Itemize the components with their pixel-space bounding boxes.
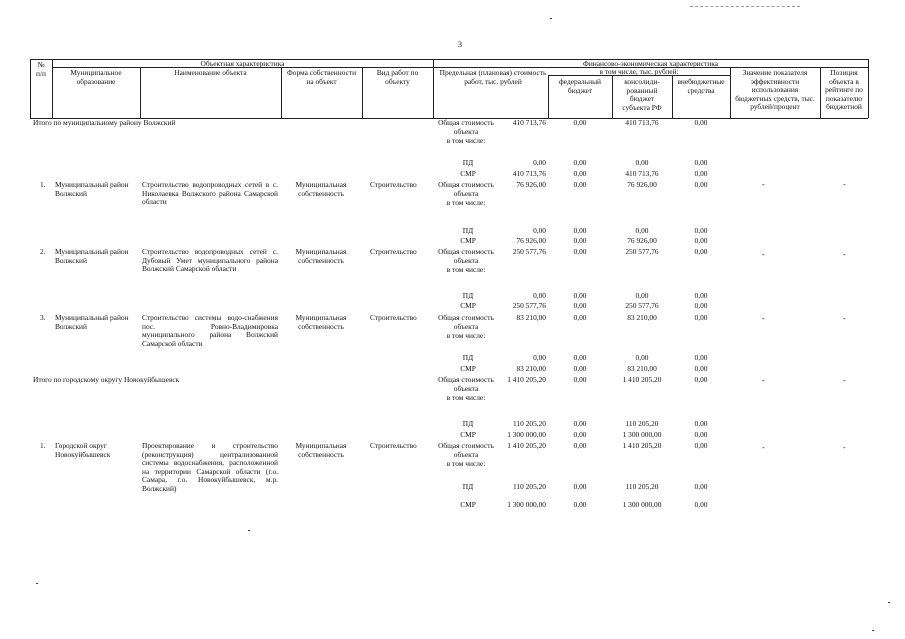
header-finance-group: Финансово-экономическая характеристика <box>583 58 718 68</box>
total-label: в том числе: <box>446 136 486 145</box>
consolidated-value: 1 300 000,00 <box>622 500 662 509</box>
federal-value: 0,00 <box>573 375 587 384</box>
position-dash: - <box>843 376 846 385</box>
extrabudget-value: 0,00 <box>694 180 708 189</box>
row-ownership: Муниципальная собственность <box>295 313 347 331</box>
federal-value: 0,00 <box>573 353 587 362</box>
total-label: объекта <box>453 127 479 136</box>
row-municipal: Муниципальный район Волжский <box>55 313 129 331</box>
header-federal: федеральный бюджет <box>559 77 601 95</box>
row-municipal: Муниципальный район Волжский <box>55 247 129 265</box>
total-label: Общая стоимость <box>438 375 494 384</box>
row-ownership: Муниципальная собственность <box>295 180 347 198</box>
total-label: объекта <box>453 189 479 198</box>
extrabudget-value: 0,00 <box>694 313 708 322</box>
extrabudget-value: 0,00 <box>694 291 708 300</box>
federal-value: 0,00 <box>573 118 587 127</box>
federal-value: 0,00 <box>573 236 587 245</box>
scan-speck <box>888 602 890 603</box>
header-object-group: Объектная характеристика <box>200 58 285 68</box>
row-num: 1. <box>40 441 46 450</box>
cost-value: 250 577,76 <box>512 301 546 310</box>
extrabudget-value: 0,00 <box>694 353 708 362</box>
consolidated-value: 1 410 205,20 <box>622 441 662 450</box>
cost-value: 250 577,76 <box>512 247 546 256</box>
consolidated-value: 0,00 <box>635 226 649 235</box>
scan-speck <box>36 583 38 584</box>
indicator-dash: - <box>762 443 765 452</box>
extrabudget-value: 0,00 <box>694 364 708 373</box>
row-num: 3. <box>40 313 46 322</box>
cost-value: 110 205,20 <box>513 419 546 428</box>
extrabudget-value: 0,00 <box>694 158 708 167</box>
header-position: Позиция объекта в рейтинге по показателю бюджетной <box>825 68 863 112</box>
pd-label: ПД <box>462 158 474 167</box>
cost-value: 76 926,00 <box>516 180 546 189</box>
row-object-name: Строительство системы водо-снабжения пос. Ровно-Владимировка муниципального района Волжский Самарской области <box>142 313 278 348</box>
federal-value: 0,00 <box>573 169 587 178</box>
header-incl: в том числе, тыс. рублей: <box>599 66 679 76</box>
cost-value: 1 410 205,20 <box>507 441 546 450</box>
extrabudget-value: 0,00 <box>694 226 708 235</box>
row-work-type: Строительство <box>370 441 417 450</box>
consolidated-value: 76 926,00 <box>627 236 657 245</box>
row-municipal: Муниципальный район Волжский <box>55 180 129 198</box>
cost-value: 1 300 000,00 <box>507 500 546 509</box>
extrabudget-value: 0,00 <box>694 301 708 310</box>
federal-value: 0,00 <box>573 291 587 300</box>
pd-label: ПД <box>462 226 474 235</box>
row-object-name: Строительство водопроводных сетей с. Дубовый Умет муниципального района Волжский Самарской области <box>142 247 278 274</box>
federal-value: 0,00 <box>573 158 587 167</box>
row-ownership: Муниципальная собственность <box>295 247 347 265</box>
indicator-dash: - <box>762 376 765 385</box>
extrabudget-value: 0,00 <box>694 169 708 178</box>
consolidated-value: 110 205,20 <box>625 482 659 491</box>
total-label: в том числе: <box>446 331 486 340</box>
extrabudget-value: 0,00 <box>694 118 708 127</box>
cost-value: 83 210,00 <box>516 364 546 373</box>
federal-value: 0,00 <box>573 482 587 491</box>
extrabudget-value: 0,00 <box>694 236 708 245</box>
row-object-name: Строительство водопроводных сетей в с. Николаевка Волжского района Самарской области <box>142 180 278 207</box>
row-work-type: Строительство <box>370 247 417 256</box>
cost-value: 0,00 <box>533 291 546 300</box>
header-work-type: Вид работ по объекту <box>376 68 419 86</box>
total-label: в том числе: <box>446 198 486 207</box>
pd-label: ПД <box>462 482 474 491</box>
consolidated-value: 83 210,00 <box>627 313 657 322</box>
row-work-type: Строительство <box>370 313 417 322</box>
row-municipal: Городской округ Новокуйбышевск <box>55 441 111 459</box>
header-ownership: Форма собственности на объект <box>286 68 357 86</box>
extrabudget-value: 0,00 <box>694 441 708 450</box>
indicator-dash: - <box>762 250 765 259</box>
row-ownership: Муниципальная собственность <box>295 441 347 459</box>
extrabudget-value: 0,00 <box>694 430 708 439</box>
header-extrabudget: внебюджетные средства <box>677 77 725 95</box>
consolidated-value: 410 713,76 <box>625 169 659 178</box>
scan-edge-mark <box>690 6 800 7</box>
extrabudget-value: 0,00 <box>694 500 708 509</box>
row-object-name: Проектирование и строительство (реконструкция) централизованной системы водоснабжения, расположенной на территории Самарской области (г.о. Самара, г.о. Новокуйбышевск, м.р. Волжский) <box>142 441 278 493</box>
federal-value: 0,00 <box>573 441 587 450</box>
header-consolidated: консолиди- рованный бюджет субъекта РФ <box>622 77 662 112</box>
indicator-dash: - <box>762 314 765 323</box>
pd-label: ПД <box>462 291 474 300</box>
cost-value: 410 713,76 <box>512 118 546 127</box>
row-work-type: Строительство <box>370 180 417 189</box>
total-label: Общая стоимость <box>438 180 494 189</box>
consolidated-value: 0,00 <box>635 158 649 167</box>
federal-value: 0,00 <box>573 226 587 235</box>
smr-label: СМР <box>460 169 476 178</box>
row-num: 1. <box>40 180 46 189</box>
header-indicator: Значение показателя эффективности использования бюджетных средств, тыс. рублей/процент <box>735 68 815 112</box>
consolidated-value: 110 205,20 <box>625 419 659 428</box>
row-title: Итого по муниципальному району Волжский <box>33 118 176 127</box>
consolidated-value: 250 577,76 <box>625 301 659 310</box>
position-dash: - <box>843 180 846 189</box>
total-label: Общая стоимость <box>438 441 494 450</box>
row-title: Итого по городскому округу Новокуйбышевск <box>33 375 180 384</box>
consolidated-value: 0,00 <box>635 353 649 362</box>
consolidated-value: 1 410 205,20 <box>622 375 662 384</box>
total-label: объекта <box>453 322 479 331</box>
federal-value: 0,00 <box>573 364 587 373</box>
header-municipal: Муниципальное образование <box>70 68 122 86</box>
consolidated-value: 250 577,76 <box>625 247 659 256</box>
extrabudget-value: 0,00 <box>694 482 708 491</box>
consolidated-value: 76 926,00 <box>627 180 657 189</box>
scan-speck <box>248 530 250 531</box>
page-number: 3 <box>458 40 462 49</box>
total-label: Общая стоимость <box>438 313 494 322</box>
cost-value: 0,00 <box>533 353 546 362</box>
extrabudget-value: 0,00 <box>694 375 708 384</box>
federal-value: 0,00 <box>573 500 587 509</box>
total-label: Общая стоимость <box>438 118 494 127</box>
smr-label: СМР <box>460 364 476 373</box>
pd-label: ПД <box>462 353 474 362</box>
cost-value: 83 210,00 <box>516 313 546 322</box>
cost-value: 0,00 <box>533 158 546 167</box>
smr-label: СМР <box>460 301 476 310</box>
extrabudget-value: 0,00 <box>694 419 708 428</box>
total-label: объекта <box>453 384 479 393</box>
header-num: № п/п <box>36 60 46 78</box>
position-dash: - <box>843 314 846 323</box>
cost-value: 76 926,00 <box>516 236 546 245</box>
total-label: объекта <box>453 256 479 265</box>
consolidated-value: 1 300 000,00 <box>622 430 662 439</box>
total-label: Общая стоимость <box>438 247 494 256</box>
federal-value: 0,00 <box>573 419 587 428</box>
pd-label: ПД <box>462 419 474 428</box>
consolidated-value: 83 210,00 <box>627 364 657 373</box>
cost-value: 1 300 000,00 <box>507 430 546 439</box>
consolidated-value: 0,00 <box>635 291 649 300</box>
consolidated-value: 410 713,76 <box>625 118 659 127</box>
row-num: 2. <box>40 247 46 256</box>
federal-value: 0,00 <box>573 313 587 322</box>
extrabudget-value: 0,00 <box>694 247 708 256</box>
smr-label: СМР <box>460 430 476 439</box>
federal-value: 0,00 <box>573 430 587 439</box>
header-limit-cost: Предельная (плановая) стоимость работ, тыс. рублей <box>439 68 547 86</box>
smr-label: СМР <box>460 500 476 509</box>
total-label: объекта <box>453 450 479 459</box>
indicator-dash: - <box>762 180 765 189</box>
header-name: Наименование объекта <box>174 68 247 77</box>
scan-speck <box>550 18 552 19</box>
federal-value: 0,00 <box>573 301 587 310</box>
total-label: в том числе: <box>446 459 486 468</box>
cost-value: 110 205,20 <box>513 482 546 491</box>
federal-value: 0,00 <box>573 247 587 256</box>
total-label: в том числе: <box>446 265 486 274</box>
cost-value: 0,00 <box>533 226 546 235</box>
smr-label: СМР <box>460 236 476 245</box>
position-dash: - <box>843 443 846 452</box>
scan-speck <box>872 630 874 631</box>
cost-value: 410 713,76 <box>512 169 546 178</box>
cost-value: 1 410 205,20 <box>507 375 546 384</box>
position-dash: - <box>843 250 846 259</box>
federal-value: 0,00 <box>573 180 587 189</box>
total-label: в том числе: <box>446 393 486 402</box>
